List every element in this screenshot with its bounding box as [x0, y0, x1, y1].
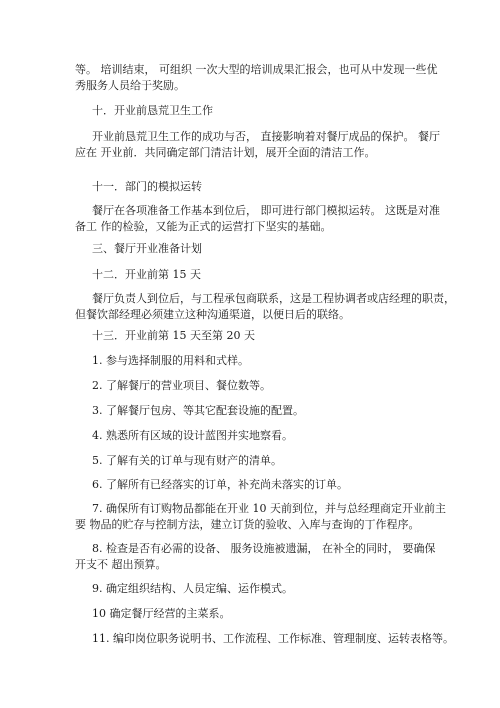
list-item: 10 确定餐厅经营的主菜系。 [92, 607, 231, 620]
section-heading: 十．开业前恳荒卫生工作 [92, 104, 213, 117]
text-line: 餐厅负责人到位后，与工程承包商联系，这是工程协调者或店经理的职责， [92, 292, 455, 305]
text-line: 餐厅在各项准备工作基本到位后， 即可进行部门模拟运转。 这既是对准 [92, 204, 440, 217]
text-line: 秀服务人员给于奖励。 [75, 79, 185, 92]
text-line: 等。 培训结束， 可组织 一次大型的培训成果汇报会，也可从中发现一些优 [75, 63, 438, 76]
list-item: 2. 了解餐厅的营业项目、餐位数等。 [92, 379, 271, 392]
list-item: 5. 了解有关的订单与现有财产的清单。 [92, 454, 282, 467]
text-line: 但餐饮部经理必须建立这种沟通渠道，以便日后的联络。 [75, 308, 350, 321]
section-heading: 十一．部门的模拟运转 [92, 180, 202, 193]
text-line: 要 物品的贮存与控制方法，建立订货的验收、入库与查询的丁作程序。 [75, 518, 420, 531]
list-item: 8. 检查是否有必需的设备、 服务设施被遗漏， 在补全的同时， 要确保 [92, 542, 436, 555]
list-item: 7. 确保所有订购物品都能在开业 10 天前到位，并与总经理商定开业前主 [92, 502, 446, 515]
list-item: 9. 确定组织结构、人员定编、运作模式。 [92, 582, 293, 595]
section-heading: 十三．开业前第 15 天至第 20 天 [92, 329, 255, 342]
list-item: 4. 熟悉所有区域的设计蓝图并实地察看。 [92, 429, 293, 442]
list-item: 3. 了解餐厅包房、等其它配套设施的配置。 [92, 404, 304, 417]
text-line: 备工 作的检验，又能为正式的运营打下坚实的基础。 [75, 220, 332, 233]
list-item: 11. 编印岗位职务说明书、工作流程、工作标准、管理制度、运转表格等。 [92, 632, 454, 645]
list-item: 6. 了解所有已经落实的订单，补充尚未落实的订单。 [92, 478, 348, 491]
section-heading: 三、餐厅开业准备计划 [92, 242, 202, 255]
text-line: 开支不 超出预算。 [75, 558, 167, 571]
list-item: 1. 参与选择制服的用料和式样。 [92, 354, 249, 367]
section-heading: 十二．开业前第 15 天 [92, 268, 201, 281]
text-line: 应在 开业前．共同确定部门清洁计划，展开全面的清洁工作。 [75, 146, 376, 159]
text-line: 开业前恳荒卫生工作的成功与否， 直接影响着对餐厅成品的保护。 餐厅 [92, 130, 440, 143]
